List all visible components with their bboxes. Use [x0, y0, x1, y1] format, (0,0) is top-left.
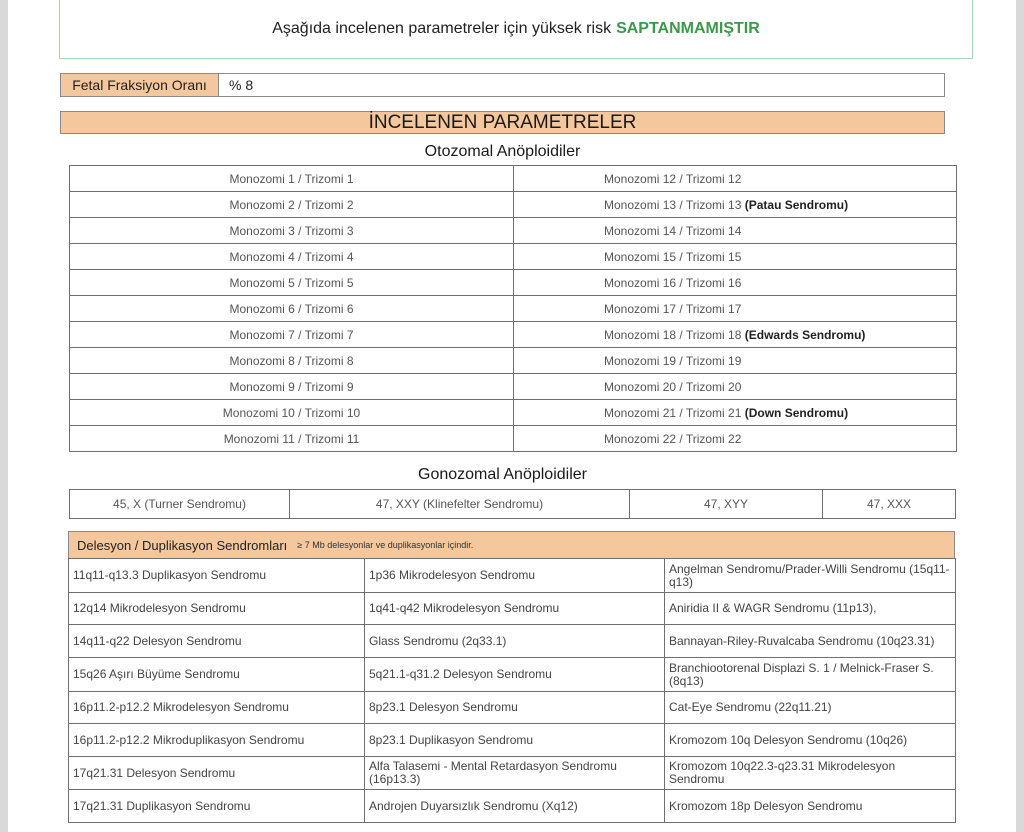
syndrome-cell: Kromozom 18p Delesyon Sendromu: [665, 790, 956, 823]
autosomal-cell-right: [514, 426, 957, 452]
autosomal-row: [70, 374, 957, 400]
gonosomal-cell: 47, XXY (Klinefelter Sendromu): [290, 490, 630, 519]
syndrome-cell: Bannayan-Riley-Ruvalcaba Sendromu (10q23.31): [665, 625, 956, 658]
deletion-note: ≥ 7 Mb delesyonlar ve duplikasyonlar içindir.: [297, 540, 474, 550]
syndrome-cell: 12q14 Mikrodelesyon Sendromu: [69, 593, 365, 625]
autosomal-cell-right: [514, 244, 957, 270]
page-edge-right: [1016, 0, 1024, 832]
syndrome-cell: 11q11-q13.3 Duplikasyon Sendromu: [69, 559, 365, 593]
syndrome-cell: 17q21.31 Delesyon Sendromu: [69, 757, 365, 790]
syndrome-note: (Down Sendromu): [744, 405, 849, 420]
autosomal-cell-left: [70, 400, 514, 426]
autosomal-cell-left: [70, 296, 514, 322]
deletion-header: [68, 531, 955, 559]
deletion-row: [69, 757, 956, 790]
deletion-table: [68, 558, 956, 823]
chromosome-label: Monozomi 10 / Trizomi 10: [222, 405, 361, 420]
syndrome-cell: 15q26 Aşırı Büyüme Sendromu: [69, 658, 365, 692]
deletion-row: [69, 692, 956, 724]
autosomal-cell-right: [514, 322, 957, 348]
syndrome-cell: 14q11-q22 Delesyon Sendromu: [69, 625, 365, 658]
autosomal-table: [69, 165, 957, 452]
chromosome-label: Monozomi 17 / Trizomi 17: [604, 301, 742, 316]
parameters-heading: İNCELENEN PARAMETRELER: [60, 111, 945, 134]
syndrome-cell: 1p36 Mikrodelesyon Sendromu: [365, 559, 665, 593]
syndrome-cell: Kromozom 10q Delesyon Sendromu (10q26): [665, 724, 956, 757]
autosomal-row: [70, 244, 957, 270]
autosomal-row: [70, 270, 957, 296]
result-banner: [59, 0, 973, 59]
gonosomal-cell: 45, X (Turner Sendromu): [70, 490, 290, 519]
chromosome-label: Monozomi 13 / Trizomi 13: [604, 197, 742, 212]
gonosomal-cell: 47, XXX: [823, 490, 956, 519]
chromosome-label: Monozomi 6 / Trizomi 6: [229, 301, 354, 316]
autosomal-cell-left: [70, 374, 514, 400]
syndrome-cell: Branchiootorenal Displazi S. 1 / Melnick-Fraser S. (8q13): [665, 658, 956, 692]
autosomal-cell-right: [514, 270, 957, 296]
autosomal-row: [70, 192, 957, 218]
chromosome-label: Monozomi 2 / Trizomi 2: [229, 197, 354, 212]
syndrome-cell: Alfa Talasemi - Mental Retardasyon Sendromu (16p13.3): [365, 757, 665, 790]
syndrome-cell: Angelman Sendromu/Prader-Willi Sendromu (15q11-q13): [665, 559, 956, 593]
syndrome-note: (Patau Sendromu): [744, 197, 849, 212]
deletion-row: [69, 790, 956, 823]
chromosome-label: Monozomi 16 / Trizomi 16: [604, 275, 742, 290]
autosomal-cell-right: [514, 166, 957, 192]
syndrome-cell: Cat-Eye Sendromu (22q11.21): [665, 692, 956, 724]
autosomal-cell-right: [514, 296, 957, 322]
autosomal-row: [70, 218, 957, 244]
page-edge-left: [0, 0, 8, 832]
autosomal-row: [70, 426, 957, 452]
autosomal-cell-left: [70, 192, 514, 218]
autosomal-row: [70, 400, 957, 426]
autosomal-row: [70, 296, 957, 322]
syndrome-cell: 16p11.2-p12.2 Mikroduplikasyon Sendromu: [69, 724, 365, 757]
chromosome-label: Monozomi 5 / Trizomi 5: [229, 275, 354, 290]
chromosome-label: Monozomi 1 / Trizomi 1: [229, 171, 354, 186]
chromosome-label: Monozomi 18 / Trizomi 18: [604, 327, 742, 342]
syndrome-cell: 8p23.1 Duplikasyon Sendromu: [365, 724, 665, 757]
chromosome-label: Monozomi 3 / Trizomi 3: [229, 223, 354, 238]
chromosome-label: Monozomi 11 / Trizomi 11: [223, 431, 360, 446]
chromosome-label: Monozomi 7 / Trizomi 7: [229, 327, 354, 342]
autosomal-row: [70, 348, 957, 374]
gonosomal-row: [70, 490, 956, 519]
chromosome-label: Monozomi 15 / Trizomi 15: [604, 249, 742, 264]
autosomal-cell-left: [70, 426, 514, 452]
chromosome-label: Monozomi 4 / Trizomi 4: [229, 249, 354, 264]
autosomal-row: [70, 166, 957, 192]
deletion-row: [69, 724, 956, 757]
syndrome-cell: 5q21.1-q31.2 Delesyon Sendromu: [365, 658, 665, 692]
autosomal-cell-right: [514, 374, 957, 400]
autosomal-cell-left: [70, 166, 514, 192]
autosomal-title: Otozomal Anöploidiler: [424, 143, 581, 160]
autosomal-row: [70, 322, 957, 348]
autosomal-cell-left: [70, 322, 514, 348]
deletion-row: [69, 658, 956, 692]
chromosome-label: Monozomi 19 / Trizomi 19: [604, 353, 742, 368]
result-text: Aşağıda incelenen parametreler için yüksek risk: [272, 20, 612, 37]
fetal-fraction-value: % 8: [229, 77, 254, 93]
fetal-fraction-label: Fetal Fraksiyon Oranı: [61, 74, 219, 96]
gonosomal-table: [69, 489, 956, 519]
syndrome-cell: Androjen Duyarsızlık Sendromu (Xq12): [365, 790, 665, 823]
syndrome-cell: 1q41-q42 Mikrodelesyon Sendromu: [365, 593, 665, 625]
autosomal-cell-left: [70, 244, 514, 270]
chromosome-label: Monozomi 9 / Trizomi 9: [229, 379, 354, 394]
syndrome-cell: 8p23.1 Delesyon Sendromu: [365, 692, 665, 724]
chromosome-label: Monozomi 20 / Trizomi 20: [604, 379, 742, 394]
autosomal-cell-right: [514, 400, 957, 426]
deletion-row: [69, 593, 956, 625]
deletion-row: [69, 625, 956, 658]
chromosome-label: Monozomi 21 / Trizomi 21: [604, 405, 742, 420]
chromosome-label: Monozomi 22 / Trizomi 22: [604, 431, 742, 446]
chromosome-label: Monozomi 12 / Trizomi 12: [604, 171, 742, 186]
autosomal-cell-right: [514, 218, 957, 244]
chromosome-label: Monozomi 14 / Trizomi 14: [604, 223, 742, 238]
syndrome-cell: 16p11.2-p12.2 Mikrodelesyon Sendromu: [69, 692, 365, 724]
fetal-fraction-row: [60, 73, 945, 97]
gonosomal-title: Gonozomal Anöploidiler: [418, 466, 587, 483]
deletion-title: Delesyon / Duplikasyon Sendromları: [77, 537, 288, 553]
autosomal-cell-left: [70, 348, 514, 374]
syndrome-cell: Glass Sendromu (2q33.1): [365, 625, 665, 658]
autosomal-cell-left: [70, 270, 514, 296]
syndrome-cell: Aniridia II & WAGR Sendromu (11p13),: [665, 593, 956, 625]
autosomal-cell-right: [514, 192, 957, 218]
syndrome-cell: 17q21.31 Duplikasyon Sendromu: [69, 790, 365, 823]
gonosomal-cell: 47, XYY: [630, 490, 823, 519]
deletion-row: [69, 559, 956, 593]
autosomal-cell-right: [514, 348, 957, 374]
chromosome-label: Monozomi 8 / Trizomi 8: [229, 353, 354, 368]
autosomal-cell-left: [70, 218, 514, 244]
result-status: SAPTANMAMIŞTIR: [616, 20, 760, 37]
syndrome-cell: Kromozom 10q22.3-q23.31 Mikrodelesyon Sendromu: [665, 757, 956, 790]
syndrome-note: (Edwards Sendromu): [744, 327, 866, 342]
